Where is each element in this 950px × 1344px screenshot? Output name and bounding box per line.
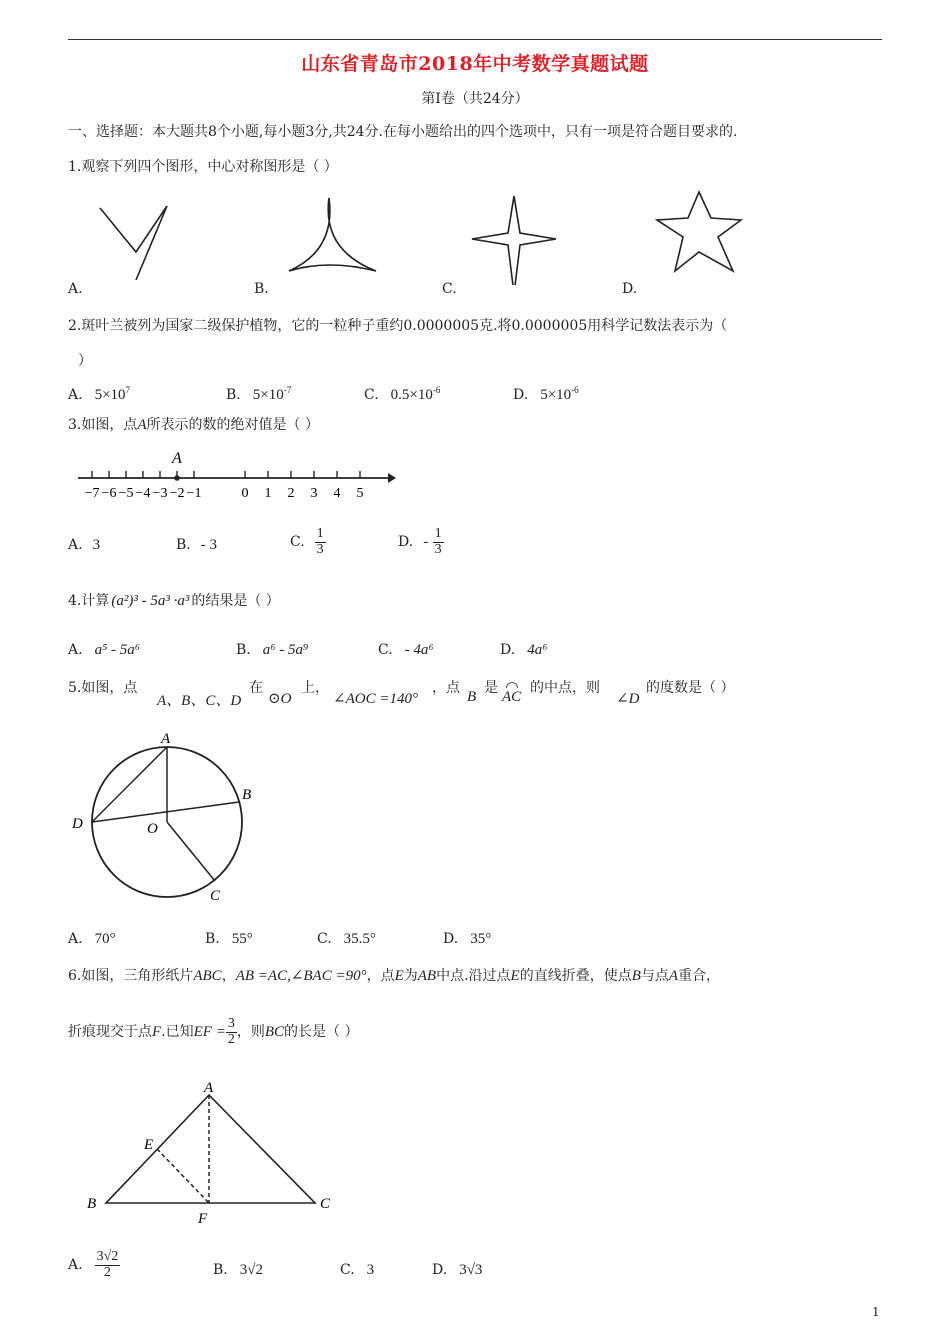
point-a-label: A — [172, 450, 182, 467]
tick-label: −2 — [169, 486, 185, 501]
q4-stem: 4.计算 (a²)³ - 5a³ ·a³ 的结果是（ ） — [68, 593, 280, 609]
q6-option-a: A. $\frac{3√2}{2}$ — [68, 1249, 119, 1280]
label-b: B — [242, 787, 252, 803]
q2-option-c: C. $0.5\times 10^{-6}$ — [364, 385, 441, 403]
radius-oc — [167, 822, 215, 881]
tick-label: −3 — [152, 486, 168, 501]
q3-number-line — [0, 445, 420, 505]
triangle-abc — [106, 1095, 315, 1203]
q4-option-d: D. 4a⁶ — [500, 642, 548, 658]
tick-label: 5 — [356, 486, 364, 501]
q5-option-b: B. 55° — [205, 931, 253, 947]
axis-arrow — [388, 473, 396, 483]
q1-figure-b-curved-triangle — [289, 198, 376, 271]
q1-stem: 1.观察下列四个图形，中心对称图形是（ ） — [68, 159, 338, 175]
q6-option-c: C. 3 — [340, 1262, 375, 1278]
segment-ef — [157, 1149, 209, 1203]
q1-figures — [0, 180, 950, 285]
q5-circle-figure — [60, 725, 280, 915]
axis-ticks — [85, 471, 364, 501]
q1-option-b: B. — [254, 281, 269, 297]
tick-label: −5 — [118, 486, 134, 501]
q6-triangle-figure — [80, 1075, 350, 1235]
q5-option-c: C. 35.5° — [317, 931, 376, 947]
chord-da — [92, 747, 167, 822]
q5-point-b: B — [467, 689, 477, 705]
label-e: E — [144, 1137, 154, 1153]
q4-option-b: B. a⁶ - 5a⁹ — [236, 642, 309, 658]
tick-label: 4 — [333, 486, 341, 501]
q5-stem-b: 在 — [249, 680, 263, 696]
tick-label: 0 — [241, 486, 249, 501]
q1-figure-d-five-point-star — [657, 192, 741, 271]
q2-stem: 2.斑叶兰被列为国家二级保护植物，它的一粒种子重约0.0000005克.将0.0000005用科学记数法表示为（ — [68, 318, 728, 334]
top-rule — [68, 39, 882, 40]
label-o: O — [147, 821, 158, 837]
q6-option-d: D. 3√3 — [432, 1262, 483, 1278]
label-f: F — [198, 1211, 208, 1227]
q5-stem-g: 的度数是（ ） — [646, 680, 735, 696]
tick-label: −6 — [101, 486, 117, 501]
q5-option-a: A. 70° — [68, 931, 116, 947]
q2-option-b: B. $5\times 10^{-7}$ — [226, 385, 292, 403]
tick-label: 3 — [310, 486, 318, 501]
q5-angle: ∠AOC =140° — [333, 691, 418, 707]
q6-stem-line1: 6.如图，三角形纸片ABC，AB =AC,∠BAC =90°，点E为AB中点.沿过点E的直线折叠，使点B与点A重合， — [68, 968, 721, 984]
q1-figure-c-four-point-star — [472, 196, 556, 285]
q2-option-a: A. $5\times 10^7$ — [68, 385, 131, 403]
label-d: D — [72, 816, 83, 832]
label-c: C — [210, 888, 221, 904]
label-c: C — [320, 1196, 331, 1212]
label-a: A — [161, 731, 171, 747]
q4-option-c: C. - 4a⁶ — [378, 642, 434, 658]
q5-stem-a: 5.如图，点 — [68, 680, 138, 696]
q4-option-a: A. a⁵ - 5a⁶ — [68, 642, 140, 658]
tick-label: −7 — [84, 486, 100, 501]
tick-label: −1 — [186, 486, 202, 501]
tick-label: −4 — [135, 486, 151, 501]
section-instructions: 一、选择题：本大题共8个小题,每小题3分,共24分.在每小题给出的四个选项中，只有一项是符合题目要求的. — [68, 124, 738, 140]
q5-stem-f: 的中点，则 — [530, 680, 600, 696]
q1-option-a: A. — [68, 281, 83, 297]
q3-option-c: C. $\frac{1}{3}$ — [290, 526, 324, 557]
page-title: 山东省青岛市2018年中考数学真题试题 — [301, 53, 649, 75]
q5-stem-e: 是 — [484, 680, 498, 696]
q1-figure-a-v-shape — [100, 206, 167, 280]
point-a-dot — [174, 475, 180, 481]
q6-option-b: B. 3√2 — [213, 1262, 263, 1278]
q5-option-d: D. 35° — [443, 931, 492, 947]
q5-circle: ⊙O — [268, 691, 292, 707]
q5-points: A、B、C、D — [157, 693, 242, 709]
q1-option-c: C. — [442, 281, 457, 297]
tick-label: 2 — [287, 486, 295, 501]
q2-stem-continued: ） — [78, 353, 92, 369]
q3-stem: 3.如图，点A所表示的数的绝对值是（ ） — [68, 417, 319, 433]
volume-heading: 第Ⅰ卷（共24分） — [421, 91, 529, 107]
q3-option-a: A. 3 — [68, 537, 101, 553]
q5-angle-d: ∠D — [616, 691, 640, 707]
q5-stem-d: ，点 — [432, 680, 460, 696]
label-a: A — [204, 1080, 214, 1096]
q1-option-d: D. — [622, 281, 638, 297]
page-number: 1 — [872, 1305, 880, 1319]
label-b: B — [87, 1196, 97, 1212]
q5-stem-c: 上， — [301, 680, 329, 696]
q2-option-d: D. $5\times 10^{-6}$ — [513, 385, 579, 403]
q3-option-b: B. - 3 — [176, 537, 217, 553]
chord-db — [92, 802, 239, 822]
tick-label: 1 — [264, 486, 272, 501]
q5-arc: AC — [502, 689, 521, 706]
q3-option-d: D. - $\frac{1}{3}$ — [398, 526, 442, 557]
q6-stem-line2: 折痕现交于点F.已知EF = $\frac{3}{2}$ ，则BC的长是（ ） — [68, 1016, 359, 1047]
